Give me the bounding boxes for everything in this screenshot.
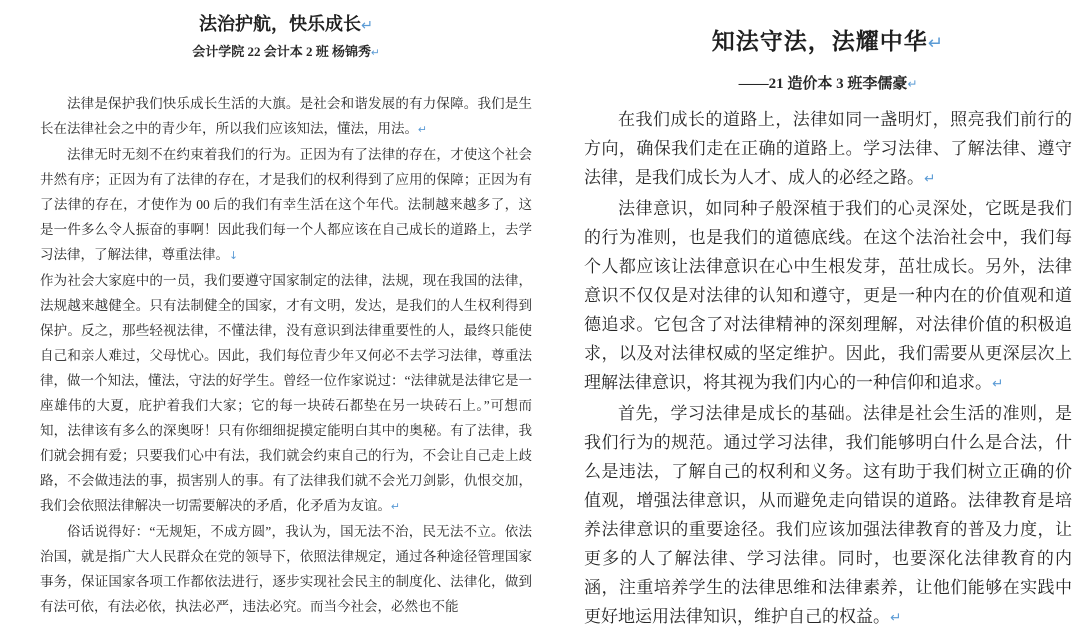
right-title-text: 知法守法，法耀中华 [711,29,928,54]
paragraph-return-mark-icon: ↵ [927,33,945,54]
paragraph-return-mark-icon: ↵ [391,500,401,513]
paragraph-text: 在我们成长的道路上，法律如同一盏明灯，照亮我们前行的方向，确保我们走在正确的道路上。学习法律、了解法律、遵守法律，是我们成长为人才、成人的必经之路。 [584,110,1072,187]
paragraph-return-mark-icon: ↵ [992,376,1004,392]
paragraph-text: 法律无时无刻不在约束着我们的行为。正因为有了法律的存在，才使这个社会井然有序；正因为有了法律的存在，才是我们的权利得到了应用的保障；正因为有了法律的存在，才使作为 00 后的我们有幸生活在这个年代。法制越来越多了，这是一件多么令人振奋的事啊！因此我们每一个人都应该在自己成长的道路上，去学习法律，了解法律，尊重法律。 [40,147,532,262]
right-essay-page [584,28,1072,633]
paragraph-text: 首先，学习法律是成长的基础。法律是社会生活的准则，是我们行为的规范。通过学习法律，我们能够明白什么是合法，什么是违法，了解自己的权利和义务。这有助于我们树立正确的价值观，增强法律意识，从而避免走向错误的道路。法律教育是培养法律意识的重要途径。我们应该加强法律教育的普及力度，让更多的人了解法律、学习法律。同时，也要深化法律教育的内涵，注重培养学生的法律思维和法律素养，让他们能够在实践中更好地运用法律知识，维护自己的权益。 [584,404,1072,626]
right-byline-text: ——21 造价本 3 班李儒豪 [738,76,908,92]
paragraph [584,105,1072,194]
paragraph [584,194,1072,399]
line-break-mark-icon: ↓ [229,249,239,262]
right-essay-byline [584,74,1072,94]
paragraph [40,91,532,142]
paragraph-text: 法律是保护我们快乐成长生活的大旗。是社会和谐发展的有力保障。我们是生长在法律社会之中的青少年，所以我们应该知法，懂法，用法。 [40,96,532,136]
left-byline-text: 会计学院 22 会计本 2 班 杨锦秀 [192,44,372,59]
left-title-text: 法治护航，快乐成长 [198,14,361,34]
paragraph-return-mark-icon: ↵ [890,610,902,626]
paragraph-return-mark-icon: ↵ [371,47,380,59]
left-essay-page [40,12,532,620]
paragraph-text: 法律意识，如同种子般深植于我们的心灵深处，它既是我们的行为准则，也是我们的道德底线。在这个法治社会中，我们每个人都应该让法律意识在心中生根发芽，茁壮成长。另外，法律意识不仅仅是对法律的认知和遵守，更是一种内在的价值观和道德追求。它包含了对法律精神的深刻理解，对法律价值的积极追求，以及对法律权威的坚定维护。因此，我们需要从更深层次上理解法律意识，将其视为我们内心的一种信仰和追求。 [584,199,1072,392]
paragraph-return-mark-icon: ↵ [924,171,936,187]
paragraph-return-mark-icon: ↵ [418,123,428,136]
left-essay-body [40,91,532,620]
paragraph [40,519,532,620]
paragraph [40,142,532,268]
right-essay-body [584,105,1072,633]
paragraph [584,399,1072,633]
paragraph-text: 作为社会大家庭中的一员，我们要遵守国家制定的法律，法规，现在我国的法律，法规越来越健全。只有法制健全的国家，才有文明，发达，是我们的人生权利得到保护。反之，那些轻视法律，不懂法律，没有意识到法律重要性的人，最终只能使自己和亲人难过，父母忧心。因此，我们每位青少年又何必不去学习法律，尊重法律，做一个知法，懂法，守法的好学生。曾经一位作家说过：“法律就是法律它是一座雄伟的大夏，庇护着我们大家；它的每一块砖石都垫在另一块砖石上。”可想而知，法律该有多么的深奥呀！只有你细细捉摸定能明白其中的奥秘。有了法律，我们就会拥有爱；只要我们心中有法，我们就会约束自己的行为，不会让自己走上歧路，不会做违法的事，损害别人的事。有了法律我们就不会光刀剑影，仇恨交加，我们会依照法律解决一切需要解决的矛盾，化矛盾为友谊。 [40,273,532,513]
left-essay-title [40,12,532,38]
paragraph-return-mark-icon: ↵ [360,18,374,34]
paragraph-text: 俗话说得好：“无规矩，不成方圆”，我认为，国无法不治，民无法不立。依法治国，就是指广大人民群众在党的领导下，依照法律规定，通过各种途径管理国家事务，保证国家各项工作都依法进行，逐步实现社会民主的制度化、法律化，做到有法可依，有法必依，执法必严，违法必究。而当今社会，必然也不能 [40,524,532,614]
paragraph [40,268,532,519]
paragraph-return-mark-icon: ↵ [907,77,918,91]
left-essay-byline [40,43,532,62]
right-essay-title [584,28,1072,58]
